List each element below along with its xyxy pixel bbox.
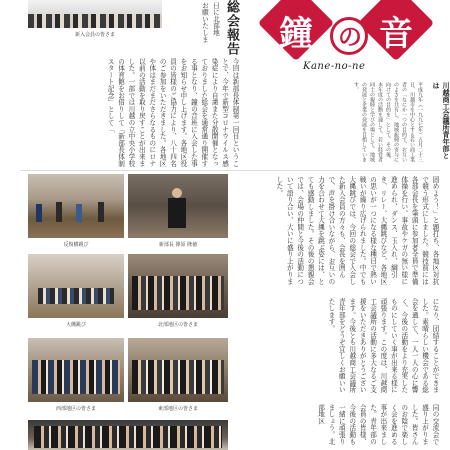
photo-east-district (128, 338, 228, 402)
photo-jump-rope-caption: 大縄跳び (65, 322, 86, 328)
top-left-text-2: お願いたしま (200, 2, 209, 43)
photo-north-district (128, 254, 228, 318)
photo-new-director (128, 174, 228, 238)
photo-side-step (28, 174, 124, 238)
masthead-romaji: Kane-no-ne (303, 61, 366, 72)
closing-text: になり、団結することができました。素晴らしい機会である総会を通して、一人一人の心に響く、今後の活動をより充実したものにしていく事が出来る様に頑張ります。この度は、川越商工会議所の活動に多大なるご支援をいただきありがとうございます。今後とも川越商工会議所青年部をどうぞ宜しくお願いいたします。 (326, 298, 439, 394)
photo-west-district-caption: 西部地区の皆さま (55, 406, 96, 412)
masthead (255, 0, 450, 78)
photo-new-director-caption: 新部長 篠原 隆徳 (158, 242, 198, 248)
photo-side-step-caption: 反復横跳び (63, 242, 89, 248)
masthead-char-1: 鐘 (279, 14, 313, 54)
new-members-photo (28, 0, 162, 28)
masthead-text: 平成九年（一九九七年）五月二十三日、川越市を中心とする若い商工業者の「なにか一つの目的で、お互いのよさを共有し、地域振興の寄与に向けての目的を」として、その後、本年度の活動を通して、若い経営者同士の親睦と学びの場として、地域の発展と企業の発展を目指しています。 (353, 82, 423, 162)
photo-east-district-caption: 東部地区の皆さま (157, 406, 198, 412)
event-report-text: 固めよう！」と題打ち、各地区対抗で競う形式にしました。競技前には各部会長を筆頭に参加者全員で準備体操を行い、事故やケガの無い様に進められ、ダンス、玉入れ、綱引き、リレー、大縄跳びなど、各地区の思いが一つになる様な種目で熱い戦いが繰り広げられました。中でも大縄跳びでは、今回の総会で入会した新入会員の方々も、会長を囲んで、声を掛け合いながら、お互いの力を合わせて大縄を跳ぶ姿には、とても感動しました。その後の懇親会では、会場の仲間と今後の活動について語り合い、大いに盛り上がりました。 (274, 176, 439, 285)
masthead-char-2: の (338, 22, 362, 51)
section-divider (20, 170, 440, 171)
new-members-caption: 新入会員の皆さま (74, 32, 115, 38)
intro-text: 今回は新部長体制第一回目ということで、今年で新型コロナウイルス感染症により自粛また分散開催となっておりました総会を通常通り開催する事となり、鐘の音班に入会した事をお知らせ申し上げます。各地区役員の皆様のご協力により、八十四名のご参加をいただきました。各地区や体はまだまださらなるものにロナ以前の活動を取り戻すことが出来ました。一部では川越の立中央小学校の体育館をお借りして「新部長体制スタート記念」として「 (106, 58, 239, 167)
top-left-text-1: 日に北部地 (211, 2, 220, 36)
photo-jump-rope (28, 254, 124, 318)
headline: 総会報告 (224, 0, 239, 56)
photo-north-district-caption: 北部地区の皆さま (157, 322, 198, 328)
closing-text-2: 同の交流会で盛り上がりました。皆さんのお陰で楽しく会を進める事が出来ました。青年部の会員の皆様、今後の活動も一緒に頑張りましょう。北部地区 (316, 404, 439, 445)
photo-group-bottom (28, 420, 228, 450)
masthead-heading: 川越商工会議所青年部とは (432, 82, 450, 159)
photo-west-district (28, 338, 124, 402)
masthead-char-3: 音 (379, 14, 413, 54)
